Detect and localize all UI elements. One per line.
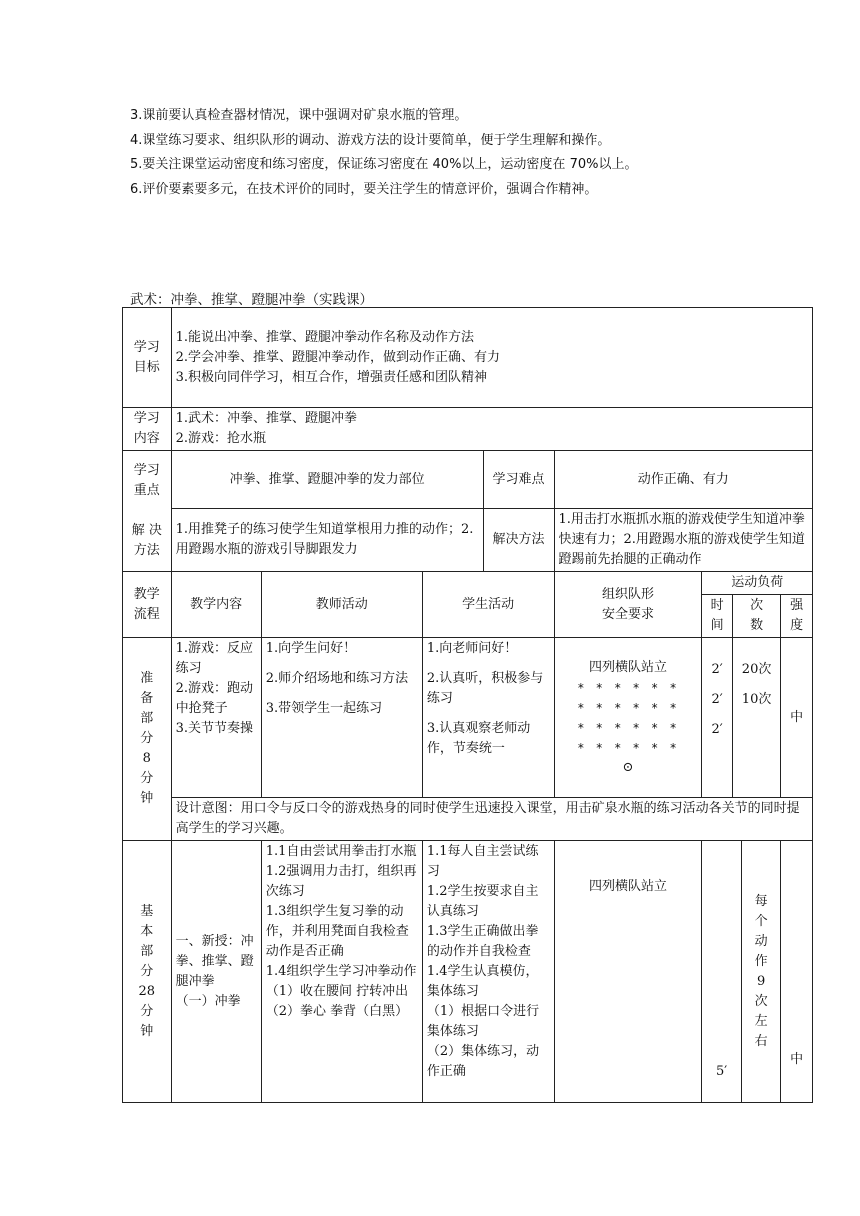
- basic-student-item: 1.4学生认真模仿，集体练习: [426, 964, 539, 999]
- basic-teacher: [261, 841, 422, 1103]
- prep-time-item: 2′: [711, 692, 723, 707]
- basic-teacher-item: （2）拳心 拳背（白黑）: [265, 1004, 409, 1019]
- objective-item: 1.能说出冲拳、推掌、蹬腿冲拳动作名称及动作方法: [175, 329, 475, 345]
- header-intensity: 强 度: [781, 595, 813, 638]
- basic-student-item: （1）根据口令进行集体练习: [426, 1004, 540, 1039]
- content-row: [123, 408, 813, 451]
- header-org: 组织队形 安全要求: [554, 572, 702, 638]
- prep-teacher-item: 1.向学生问好！: [265, 641, 357, 656]
- prep-teacher: [261, 638, 422, 798]
- basic-student-item: 1.3学生正确做出拳的动作并自我检查: [426, 924, 539, 959]
- prep-student-item: 2.认真听，积极参与练习: [426, 671, 544, 706]
- basic-teacher-item: 1.3组织学生复习拳的动作，并利用凳面自我检查动作是否正确: [265, 904, 409, 959]
- note-line: 3.课前要认真检查器材情况，课中强调对矿泉水瓶的管理。: [130, 108, 468, 123]
- basic-teacher-item: 1.1自由尝试用拳击打水瓶: [265, 844, 417, 859]
- prep-count-item: 10次: [741, 692, 772, 707]
- prep-student-item: 3.认真观察老师动作，节奏统一: [426, 721, 531, 756]
- content-label: 学习 内容: [123, 408, 172, 451]
- teacher-position-icon: ⊙: [622, 759, 634, 775]
- prep-student-item: 1.向老师问好！: [426, 641, 518, 656]
- header-row: [123, 572, 813, 595]
- basic-content-item: （一）冲拳: [175, 993, 241, 1009]
- prep-design: 设计意图：用口令与反口令的游戏热身的同时使学生迅速投入课堂，用击矿泉水瓶的练习活动各关节的同时提高学生的学习兴趣。: [171, 798, 812, 841]
- focus-label: 学习 重点 解 决 方法: [123, 451, 172, 572]
- formation-title: 四列横队站立: [588, 659, 667, 675]
- objectives-cell: [171, 308, 812, 408]
- basic-student-item: 1.2学生按要求自主认真练习: [426, 884, 539, 919]
- prep-content-item: 2.游戏：跑动中抢凳子: [175, 681, 254, 716]
- method-2: 1.用击打水瓶抓水瓶的游戏使学生知道冲拳快速有力；2.用蹬踢水瓶的游戏使学生知道蹬踢前先抬腿的正确动作: [554, 509, 813, 572]
- prep-content-item: 1.游戏：反应练习: [175, 641, 254, 676]
- formation-row: * * * * * *: [577, 720, 679, 735]
- prep-teacher-item: 2.师介绍场地和练习方法: [265, 671, 409, 686]
- prep-student: [422, 638, 554, 798]
- header-time: 时 间: [702, 595, 732, 638]
- content-cell: [171, 408, 812, 451]
- difficulty: 动作正确、有力: [554, 451, 813, 509]
- objectives-row: [123, 308, 813, 408]
- prep-time-item: 2′: [711, 722, 723, 737]
- basic-count: 每 个 动 作 9 次 左 右: [741, 841, 781, 1103]
- basic-content: [171, 841, 261, 1103]
- basic-intensity: 中: [781, 841, 813, 1103]
- prep-time-item: 2′: [711, 662, 723, 677]
- method-label: 解决方法: [483, 509, 554, 572]
- header-flow: 教学 流程: [123, 572, 172, 638]
- content-item: 2.游戏：抢水瓶: [175, 431, 267, 446]
- prep-content-item: 3.关节节奏操: [175, 721, 254, 736]
- note-line: 4.课堂练习要求、组织队形的调动、游戏方法的设计要简单，便于学生理解和操作。: [130, 132, 611, 148]
- header-load: 运动负荷: [702, 572, 813, 595]
- header-content: 教学内容: [171, 572, 261, 638]
- method-row: [123, 509, 813, 572]
- lesson-plan-table: [122, 307, 813, 1103]
- header-teacher: 教师活动: [261, 572, 422, 638]
- prep-count: [732, 638, 781, 798]
- prep-time: [702, 638, 732, 798]
- formation-row: * * * * * *: [577, 700, 679, 715]
- prep-intensity: 中: [781, 638, 813, 798]
- prep-label: 准 备 部 分 8 分 钟: [123, 638, 172, 841]
- header-student: 学生活动: [422, 572, 554, 638]
- difficulty-label: 学习难点: [483, 451, 554, 509]
- prep-row: [123, 638, 813, 798]
- note-line: 5.要关注课堂运动密度和练习密度，保证练习密度在 40%以上，运动密度在 70%以上。: [130, 157, 638, 172]
- prep-teacher-item: 3.带领学生一起练习: [265, 701, 383, 716]
- focus-row: [123, 451, 813, 509]
- formation-row: * * * * * *: [577, 740, 679, 755]
- objectives-label: 学习 目标: [123, 308, 172, 408]
- basic-teacher-item: 1.2强调用力击打，组织再次练习: [265, 864, 417, 899]
- basic-time: 5′: [702, 841, 741, 1103]
- basic-formation: 四列横队站立: [554, 841, 702, 1103]
- lesson-title: 武术：冲拳、推掌、蹬腿冲拳（实践课）: [130, 292, 373, 308]
- basic-student: [422, 841, 554, 1103]
- header-count: 次 数: [732, 595, 781, 638]
- note-line: 6.评价要素要多元，在技术评价的同时，要关注学生的情意评价，强调合作精神。: [130, 181, 598, 197]
- content-item: 1.武术：冲拳、推掌、蹬腿冲拳: [175, 411, 358, 426]
- prep-count-item: 20次: [741, 662, 772, 677]
- prep-content: [171, 638, 261, 798]
- method-1: 1.用推凳子的练习使学生知道掌根用力推的动作；2.用蹬踢水瓶的游戏引导脚跟发力: [171, 509, 483, 572]
- notes: [130, 104, 637, 202]
- objective-item: 3.积极向同伴学习，相互合作，增强责任感和团队精神: [175, 369, 488, 385]
- basic-student-item: 1.1每人自主尝试练习: [426, 844, 539, 879]
- objective-item: 2.学会冲拳、推掌、蹬腿冲拳动作，做到动作正确、有力: [175, 349, 501, 365]
- basic-row: [123, 841, 813, 1103]
- formation-row: * * * * * *: [577, 680, 679, 695]
- basic-content-item: 一、新授：冲拳、推掌、蹬腿冲拳: [175, 933, 254, 989]
- key-point: 冲拳、推掌、蹬腿冲拳的发力部位: [171, 451, 483, 509]
- basic-label: 基 本 部 分 28 分 钟: [123, 841, 172, 1103]
- prep-formation: [554, 638, 702, 798]
- basic-teacher-item: 1.4组织学生学习冲拳动作: [265, 964, 417, 979]
- basic-teacher-item: （1）收在腰间 拧转冲出: [265, 984, 409, 999]
- basic-student-item: （2）集体练习，动作正确: [426, 1044, 540, 1079]
- prep-design-row: [123, 798, 813, 841]
